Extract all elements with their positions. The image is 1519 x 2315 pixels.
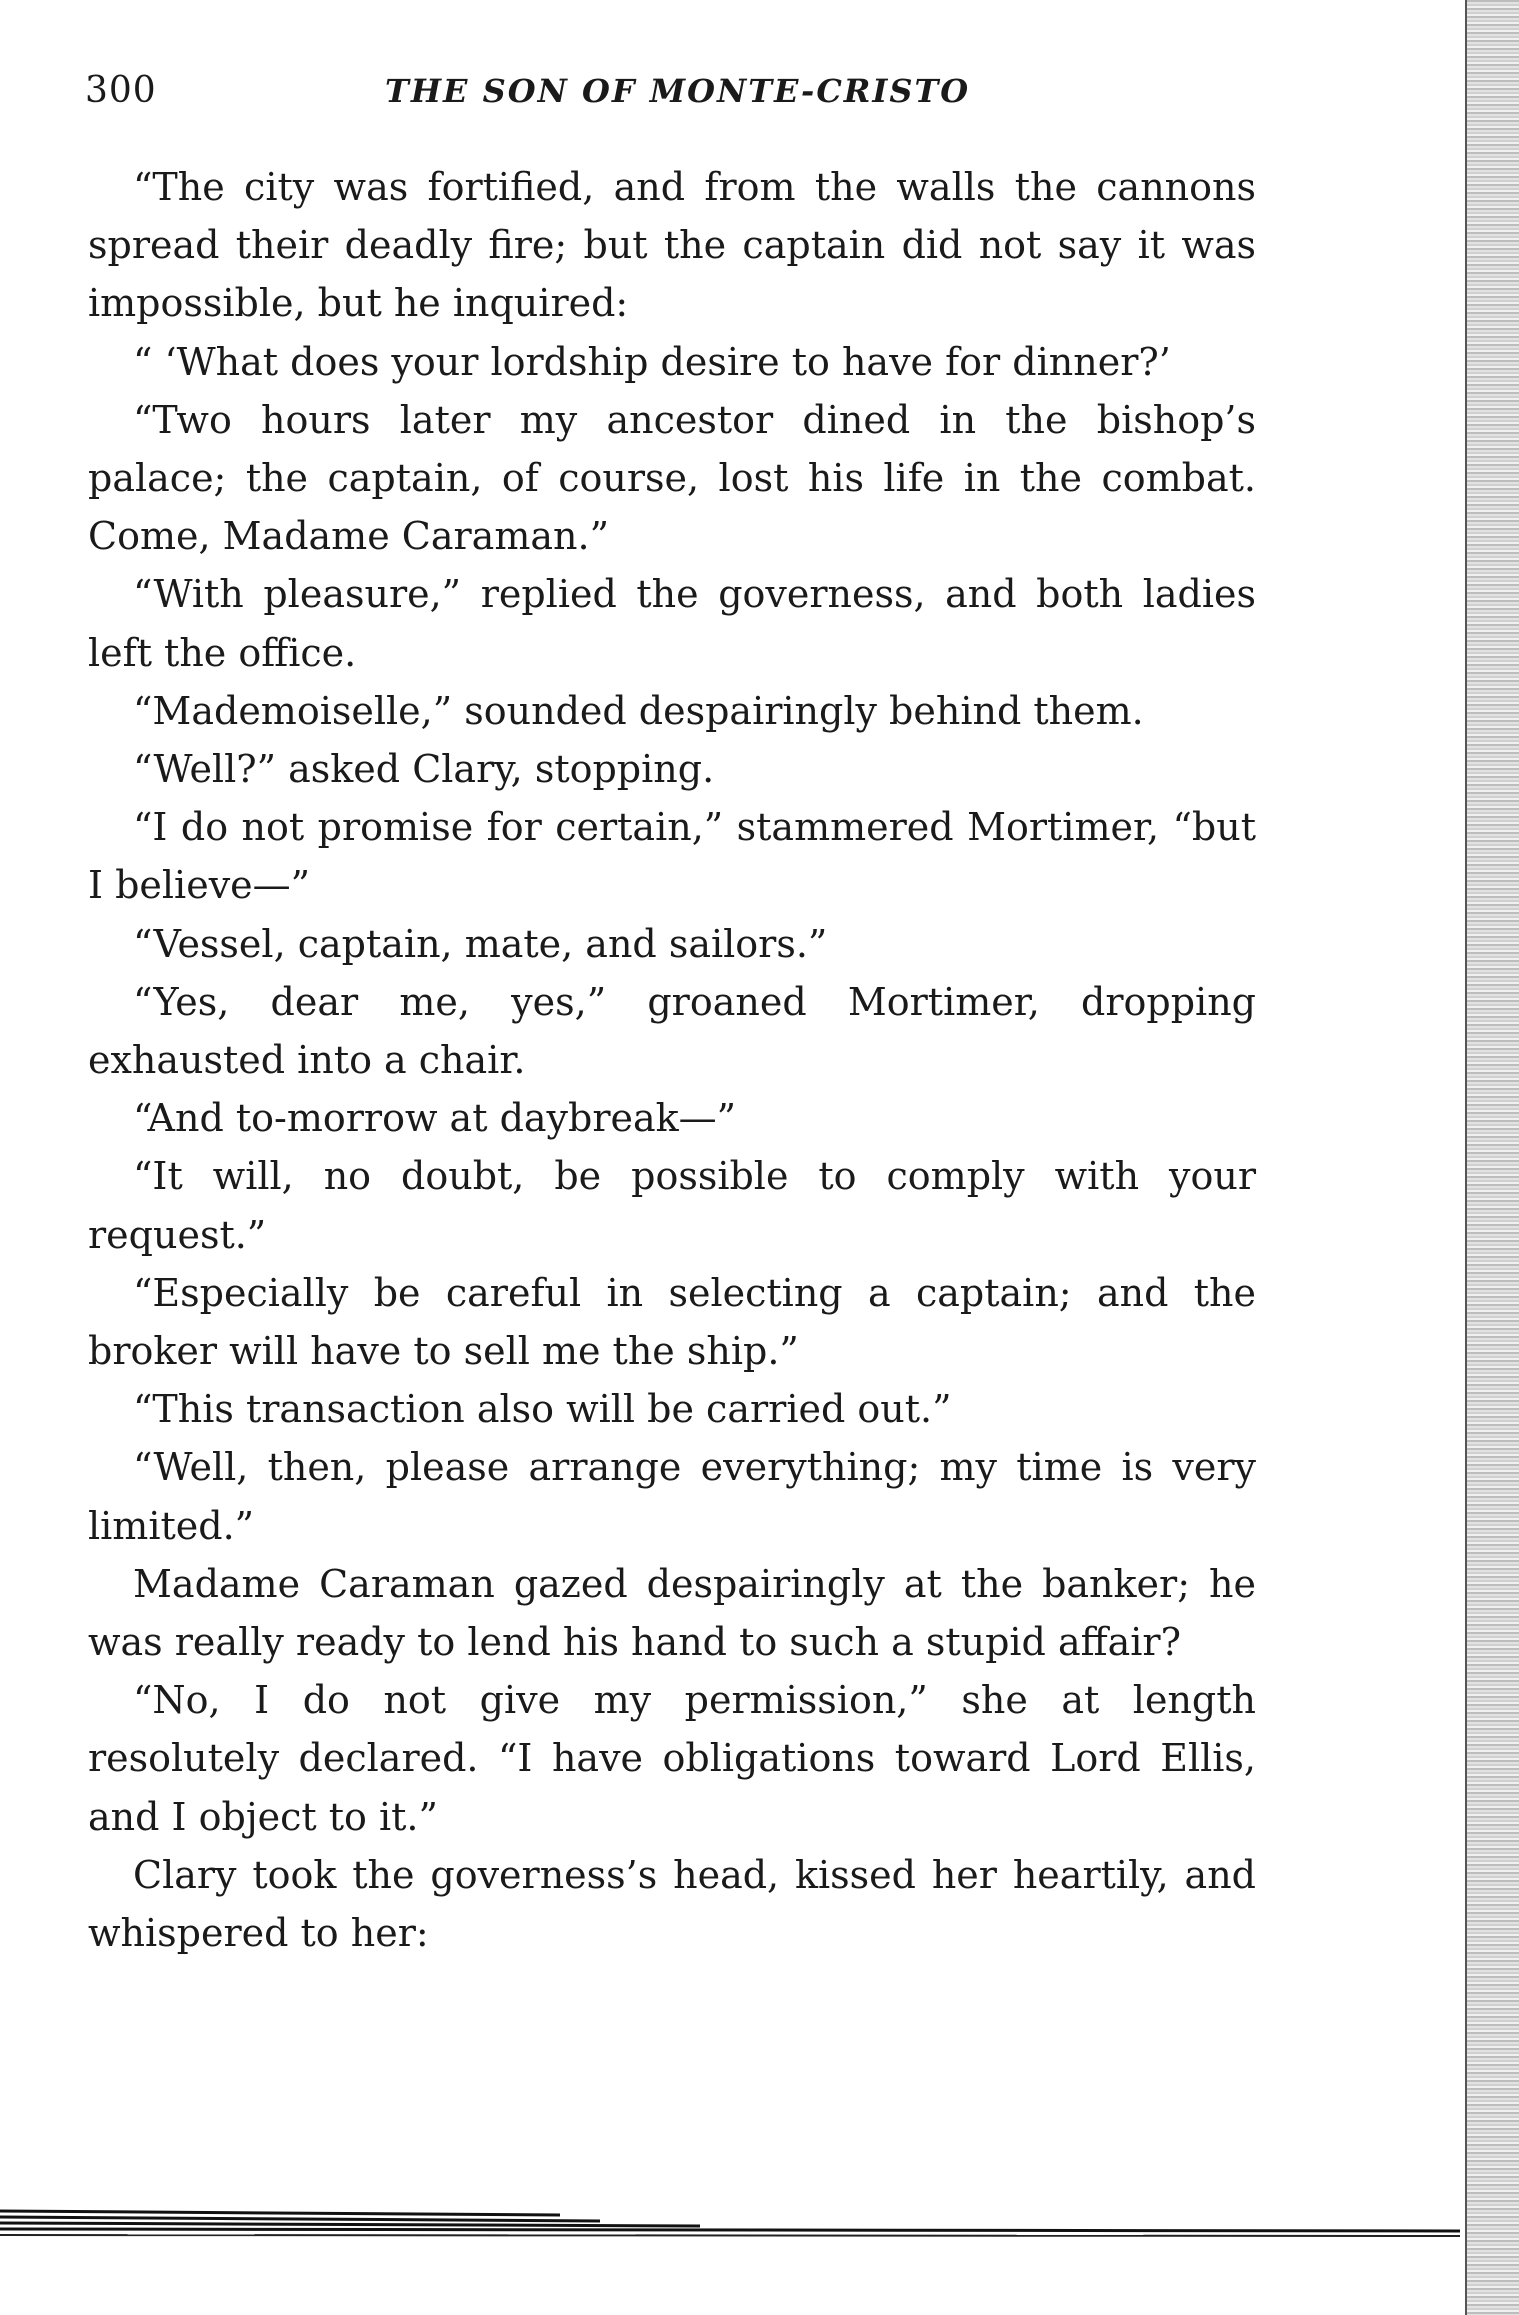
paragraph: “With pleasure,” replied the governess, and both ladies left the office. xyxy=(88,572,1256,675)
paragraph: “I do not promise for certain,” stammered Mortimer, “but I believe—” xyxy=(88,805,1256,908)
paragraph: “And to-morrow at daybreak—” xyxy=(133,1096,737,1141)
running-title: THE SON OF MONTE-CRISTO xyxy=(385,72,971,110)
paragraph: “Mademoiselle,” sounded despairingly behind them. xyxy=(133,688,1144,733)
paragraph: “This transaction also will be carried out.” xyxy=(133,1387,952,1432)
body-text xyxy=(88,158,1256,1962)
paragraph: “Yes, dear me, yes,” groaned Mortimer, dropping exhausted into a chair. xyxy=(88,979,1256,1083)
paragraph: Madame Caraman gazed despairingly at the banker; he was really ready to lend his hand to such a stupid affair? xyxy=(88,1561,1256,1665)
page-header xyxy=(85,70,1255,130)
paragraph: “The city was fortified, and from the walls the cannons spread their deadly fire; but the captain did not say it was impossible, but he inquired: xyxy=(88,165,1256,326)
paragraph: “Especially be careful in selecting a captain; and the broker will have to sell me the ship.” xyxy=(88,1270,1256,1374)
paragraph: Clary took the governess’s head, kissed her heartily, and whispered to her: xyxy=(88,1852,1256,1956)
paragraph: “No, I do not give my permission,” she at length resolutely declared. “I have obligations toward Lord Ellis, and I object to it.” xyxy=(88,1678,1256,1839)
paragraph: “Well?” asked Clary, stopping. xyxy=(133,747,715,792)
paragraph: “It will, no doubt, be possible to comply with your request.” xyxy=(88,1154,1256,1257)
bottom-scan-lines xyxy=(0,2205,1519,2245)
paragraph: “Two hours later my ancestor dined in the bishop’s palace; the captain, of course, lost his life in the combat. Come, Madame Caraman.” xyxy=(88,397,1256,559)
scan-lines-graphic xyxy=(0,2205,1519,2245)
page-edge-shading xyxy=(1465,0,1519,2315)
paragraph: “ ‘What does your lordship desire to have for dinner?’ xyxy=(133,339,1171,384)
page-number: 300 xyxy=(85,70,157,111)
paragraph: “Well, then, please arrange everything; my time is very limited.” xyxy=(88,1445,1256,1548)
paragraph: “Vessel, captain, mate, and sailors.” xyxy=(133,921,828,966)
